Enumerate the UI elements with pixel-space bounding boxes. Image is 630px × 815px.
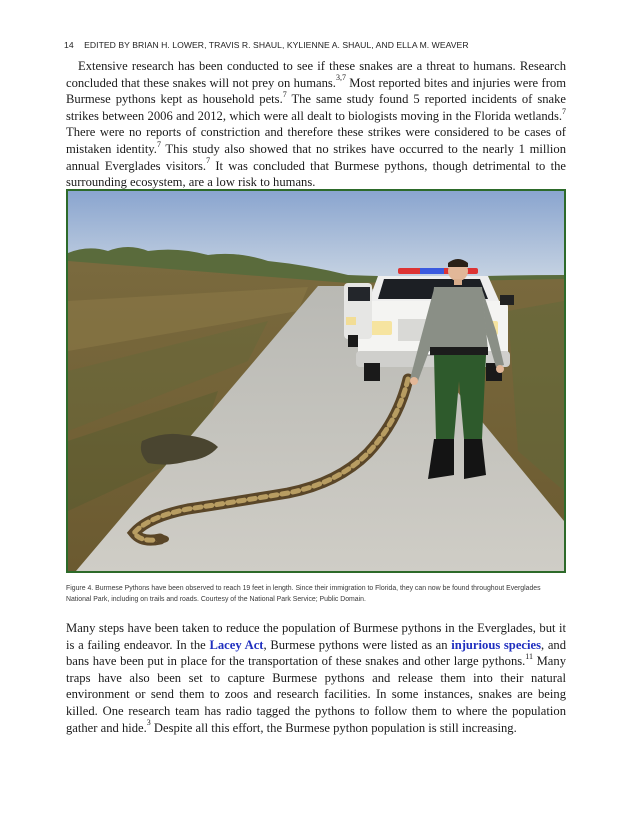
sentence: It was concluded that Burmese pythons, though detrimental to the surrounding ecosystem, are a low risk to humans.: [66, 158, 566, 190]
figure-photo: [66, 189, 566, 573]
paragraph-risk-to-humans: [66, 58, 566, 191]
python-ranger-photo: [68, 191, 564, 571]
sentence: , and bans have been put in place for the transportation of these snakes and other large pythons.: [66, 637, 567, 669]
sentence: , Burmese pythons were listed as an: [263, 637, 452, 652]
python-head: [155, 535, 169, 543]
citation: 7: [206, 156, 211, 166]
citation: 11: [525, 652, 533, 661]
injurious-species-link[interactable]: injurious species: [451, 637, 541, 652]
running-header: [64, 40, 566, 50]
running-title: EDITED BY BRIAN H. LOWER, TRAVIS R. SHAUL, KYLIENNE A. SHAUL, AND ELLA M. WEAVER: [84, 40, 469, 50]
sentence: There were no reports of constriction and therefore these strikes were considered to be cases of mistaken identity.: [66, 125, 566, 156]
sentence: This study also showed that no strikes have occurred to the nearly 1 million annual Everglades visitors.: [66, 141, 566, 173]
sentence: Despite all this effort, the Burmese python population is still increasing.: [150, 720, 517, 735]
sentence: Many traps have also been set to capture Burmese pythons and release them into their natural environment or send them to zoos and research facilities. In some instances, snakes are being killed. One research team has radio tagged the pythons to follow them to where the population gather and hide.: [66, 654, 566, 735]
paragraph-population-control: [66, 620, 566, 736]
citation: 7: [282, 90, 287, 99]
citation: 7: [562, 106, 566, 116]
sentence: The same study found 5 reported incidents of snake strikes between 2006 and 2012, which were all dealt to biologists moving in the Florida wetlands.: [66, 92, 566, 123]
citation: 3,7: [335, 73, 346, 83]
citation: 3: [146, 718, 151, 728]
lacey-act-link[interactable]: Lacey Act: [209, 637, 264, 652]
sentence: Many steps have been taken to reduce the population of Burmese pythons in the Everglades, but it is a failing endeavor. In the: [66, 621, 566, 652]
sentence: Most reported bites and injuries were from Burmese pythons kept as household pets.: [66, 75, 566, 107]
sentence: Extensive research has been conducted to see if these snakes are a threat to humans. Research concluded that these snakes will not prey on humans.: [66, 59, 566, 90]
page-number: 14: [64, 40, 74, 50]
figure-caption: Figure 4. Burmese Pythons have been observed to reach 19 feet in length. Since their immigration to Florida, they can now be found throughout Everglades National Park, including on trails and roads. Courtesy of the National Park Service; Public Domain.: [66, 585, 541, 603]
citation: 7: [156, 139, 161, 149]
